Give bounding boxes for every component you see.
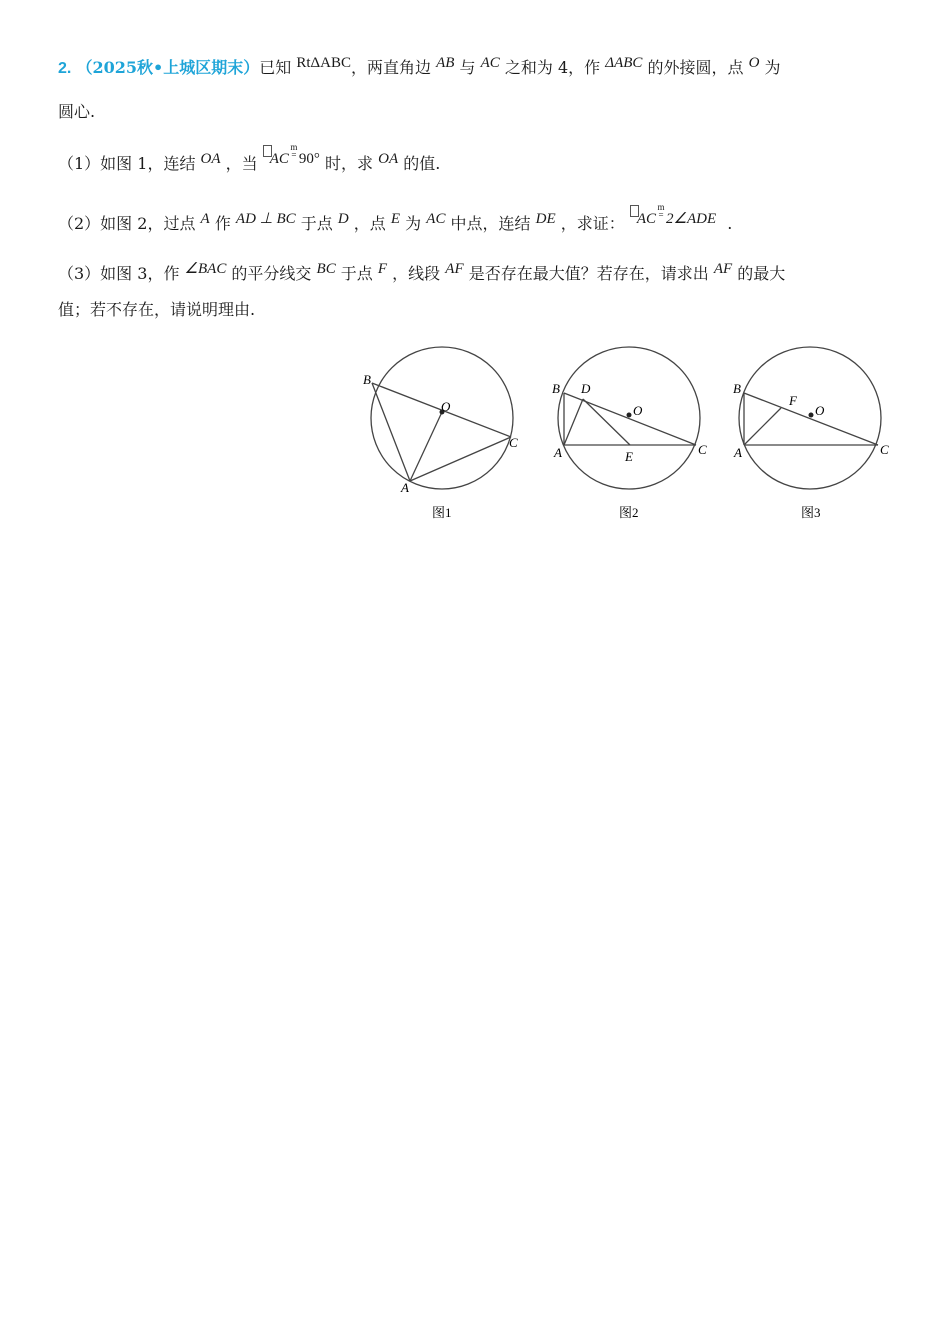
- text: ，当: [225, 154, 258, 173]
- text: ，点: [353, 214, 386, 233]
- text: 的外接圆，点: [647, 58, 744, 77]
- arc-equals: [656, 203, 666, 219]
- arc-equals: [289, 143, 299, 159]
- text: 时，求: [325, 154, 374, 173]
- text: 于点: [300, 214, 333, 233]
- fig3-caption: 图3: [801, 505, 821, 520]
- fig3-af: [744, 408, 781, 445]
- text: .: [727, 214, 733, 233]
- question-source: （2025秋•上城区期末）: [76, 58, 260, 77]
- text: 的最大: [737, 264, 786, 283]
- arc-eq: =: [658, 210, 664, 220]
- fig2-de: [583, 399, 630, 445]
- fig1-label-a: A: [401, 480, 409, 495]
- fig3-center-dot: [809, 413, 814, 418]
- math-arc-ac: [263, 142, 320, 171]
- fig2-label-e: E: [625, 449, 633, 464]
- arc-symbol-icon: [263, 145, 272, 157]
- part-3-line-2: 值；若不存在，请说明理由.: [58, 300, 256, 319]
- text: ，两直角边: [350, 58, 431, 77]
- problem-line-2: 圆心.: [58, 102, 96, 121]
- math-ac: AC: [480, 55, 500, 71]
- fig1-label-o: O: [441, 399, 451, 414]
- figure-3: [739, 347, 881, 489]
- fig1-label-c: C: [509, 435, 518, 450]
- arc-m: m: [290, 142, 298, 152]
- figure-2: [558, 347, 700, 489]
- fig2-caption: 图2: [619, 505, 639, 520]
- part-1: [58, 142, 441, 177]
- fig2-center-dot: [627, 413, 632, 418]
- text: （3）如图 3，作: [58, 264, 180, 283]
- fig3-label-o: O: [815, 403, 825, 418]
- fig1-ba: [372, 383, 410, 481]
- fig2-label-a: A: [554, 445, 562, 460]
- fig2-ad: [564, 399, 583, 445]
- text: 为: [405, 214, 422, 233]
- text: 之和为 4，作: [504, 58, 601, 77]
- fig2-label-c: C: [698, 442, 707, 457]
- part-3: [58, 262, 785, 287]
- fig2-label-o: O: [633, 403, 643, 418]
- math-ab: AB: [436, 55, 455, 71]
- math-triangle-abc: ΔABC: [605, 55, 643, 71]
- part-2: [58, 202, 733, 237]
- text: （1）如图 1，连结: [58, 154, 196, 173]
- math-e: E: [390, 211, 401, 227]
- text: 中点，连结: [450, 214, 531, 233]
- math-arc-ac: [630, 202, 717, 231]
- text: 于点: [340, 264, 373, 283]
- fig3-bc: [744, 393, 878, 445]
- fig1-label-b: B: [363, 372, 371, 387]
- fig2-bc: [564, 393, 696, 445]
- figures: [355, 335, 915, 530]
- text: 的值.: [403, 154, 441, 173]
- math-oa: OA: [200, 151, 221, 167]
- arc-symbol-icon: [630, 205, 639, 217]
- text: 作: [214, 214, 231, 233]
- math-de: DE: [535, 211, 556, 227]
- question-number: 2.: [58, 60, 72, 77]
- text: ，线段: [392, 264, 441, 283]
- math-angle-bac: ∠BAC: [184, 261, 227, 277]
- math-f: F: [377, 261, 388, 277]
- fig2-label-d: D: [581, 381, 591, 396]
- math-bc: BC: [316, 261, 336, 277]
- text: 为: [764, 58, 781, 77]
- figure-1: [371, 347, 513, 489]
- arc-value: 90°: [298, 151, 320, 167]
- fig1-ac: [410, 437, 511, 481]
- fig1-oa: [410, 412, 442, 481]
- math-af: AF: [445, 261, 464, 277]
- text: （2）如图 2，过点: [58, 214, 196, 233]
- math-af: AF: [713, 261, 733, 277]
- text: 已知: [259, 58, 292, 77]
- fig2-label-b: B: [552, 381, 560, 396]
- text: ，求证：: [560, 214, 625, 233]
- arc-label: AC: [269, 151, 289, 167]
- math-a: A: [200, 211, 210, 227]
- math-ac: AC: [426, 211, 446, 227]
- math-o: O: [748, 55, 760, 71]
- text: 是否存在最大值？若存在，请求出: [468, 264, 709, 283]
- math-oa: OA: [378, 151, 399, 167]
- math-rt-triangle: RtΔABC: [296, 55, 351, 71]
- arc-eq: =: [291, 150, 297, 160]
- math-d: D: [337, 211, 349, 227]
- arc-rhs: 2∠ADE: [666, 211, 717, 227]
- arc-label: AC: [636, 211, 657, 227]
- text: 的平分线交: [231, 264, 312, 283]
- fig1-caption: 图1: [432, 505, 452, 520]
- fig3-label-c: C: [880, 442, 889, 457]
- problem-line-1: [58, 56, 781, 81]
- fig3-label-b: B: [733, 381, 741, 396]
- fig3-label-f: F: [789, 393, 797, 408]
- text: 与: [459, 58, 476, 77]
- math-ad-perp-bc: AD ⊥ BC: [235, 211, 296, 227]
- arc-m: m: [657, 202, 665, 212]
- fig3-label-a: A: [734, 445, 742, 460]
